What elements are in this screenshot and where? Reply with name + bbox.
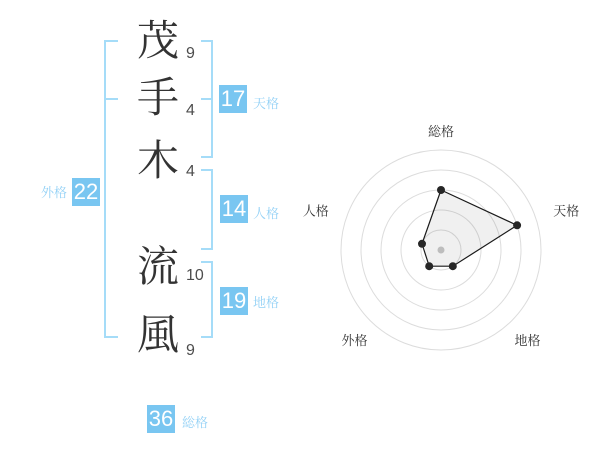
name-character-1: 茂 (136, 17, 179, 64)
stroke-count-3: 4 (186, 163, 195, 180)
bracket-tick (201, 336, 211, 338)
soukaku-label: 総格 (182, 415, 209, 430)
bracket-tick (104, 40, 118, 42)
bracket-tick (201, 98, 211, 100)
radar-axis-label: 人格 (302, 203, 329, 219)
soukaku-value-badge: 36 (148, 406, 174, 431)
name-character-4: 流 (136, 243, 179, 290)
bracket-tick (201, 261, 211, 263)
radar-axis-label: 天格 (553, 203, 580, 219)
bracket-line (211, 40, 213, 158)
name-character-5: 風 (136, 311, 179, 358)
radar-point (437, 186, 445, 194)
name-character-3: 木 (136, 137, 179, 184)
stroke-count-5: 9 (186, 342, 195, 359)
bracket-tick (201, 156, 211, 158)
radar-axis-label: 総格 (427, 124, 455, 139)
bracket-tick (104, 98, 118, 100)
tenkaku-value-badge: 17 (220, 86, 246, 111)
radar-point (513, 221, 521, 229)
tenkaku-label: 天格 (253, 96, 280, 111)
bracket-line (211, 261, 213, 338)
bracket-line (104, 40, 106, 338)
chikaku-value-badge: 19 (221, 288, 247, 313)
bracket-tick (201, 248, 211, 250)
radar-polygon (422, 190, 517, 266)
radar-point (418, 240, 426, 248)
bracket-line (211, 169, 213, 250)
radar-center-dot (438, 247, 445, 254)
gaikaku-value-badge: 22 (73, 179, 99, 204)
radar-point (449, 262, 457, 270)
stroke-count-4: 10 (186, 267, 204, 284)
chikaku-label: 地格 (253, 295, 280, 310)
radar-axis-label: 地格 (514, 333, 541, 349)
radar-point (425, 262, 433, 270)
stroke-count-1: 9 (186, 45, 195, 62)
stroke-count-2: 4 (186, 102, 195, 119)
bracket-tick (201, 40, 211, 42)
bracket-tick (104, 336, 118, 338)
name-character-2: 手 (136, 74, 179, 121)
bracket-tick (201, 169, 211, 171)
jinkaku-value-badge: 14 (221, 196, 247, 221)
radar-chart (301, 110, 581, 390)
gaikaku-label: 外格 (41, 185, 68, 200)
jinkaku-label: 人格 (253, 206, 280, 221)
radar-axis-label: 外格 (341, 333, 368, 349)
